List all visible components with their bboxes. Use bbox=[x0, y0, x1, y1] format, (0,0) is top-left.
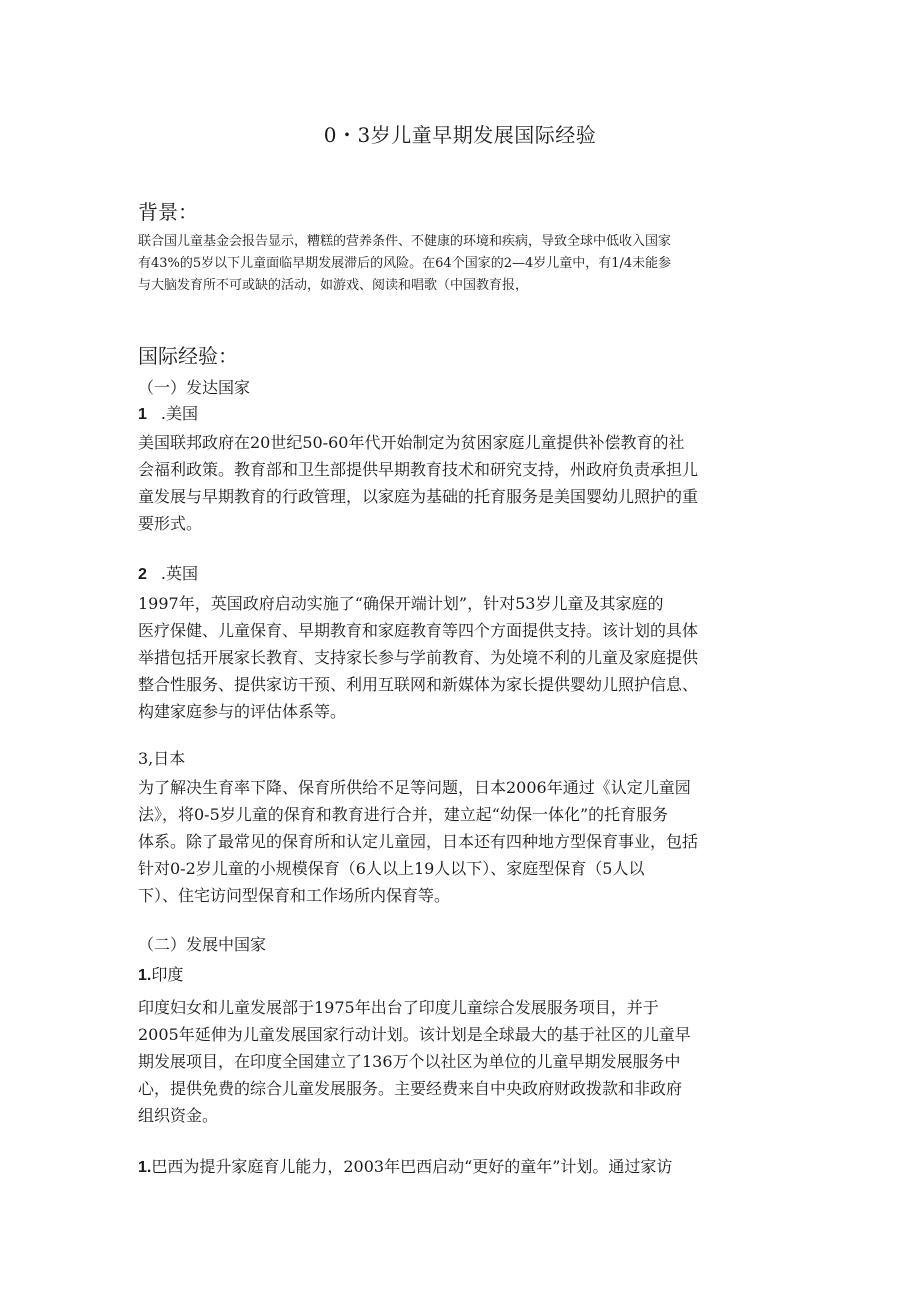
brazil-paragraph bbox=[138, 1153, 790, 1181]
usa-number: 1 bbox=[138, 406, 147, 423]
uk-title: .英国 bbox=[160, 564, 198, 583]
usa-paragraph bbox=[138, 429, 790, 537]
page-title: 0・3岁儿童早期发展国际经验 bbox=[323, 123, 597, 147]
background-line: 联合国儿童基金会报告显示，糟糕的营养条件、不健康的环境和疾病，导致全球中低收入国家 bbox=[138, 234, 672, 249]
japan-line: 下）、住宅访问型保育和工作场所内保育等。 bbox=[138, 886, 451, 905]
india-title: 印度 bbox=[151, 965, 184, 984]
uk-paragraph bbox=[138, 590, 790, 725]
japan-line: 体系。除了最常见的保育所和认定儿童园，日本还有四种地方型保育事业，包括 bbox=[138, 832, 699, 851]
india-paragraph bbox=[138, 994, 790, 1129]
brazil-number: 1. bbox=[138, 1159, 152, 1176]
uk-line: 举措包括开展家长教育、支持家长参与学前教育、为处境不利的儿童及家庭提供 bbox=[138, 648, 699, 667]
developing-countries-heading: （二）发展中国家 bbox=[138, 935, 267, 954]
brazil-line bbox=[138, 1153, 790, 1181]
uk-line: 医疗保健、儿童保育、早期教育和家庭教育等四个方面提供支持。该计划的具体 bbox=[138, 621, 699, 640]
india-heading bbox=[138, 962, 183, 985]
background-line: 与大脑发育所不可或缺的活动，如游戏、阅读和唱歌（中国教育报， bbox=[138, 278, 529, 293]
japan-paragraph bbox=[138, 774, 790, 909]
uk-line: 整合性服务、提供家访干预、利用互联网和新媒体为家长提供婴幼儿照护信息、 bbox=[138, 675, 699, 694]
usa-line: 会福利政策。教育部和卫生部提供早期教育技术和研究支持，州政府负责承担儿 bbox=[138, 460, 699, 479]
india-line: 心，提供免费的综合儿童发展服务。主要经费来自中央政府财政拨款和非政府 bbox=[138, 1079, 683, 1098]
japan-line: 为了解决生育率下降、保育所供给不足等问题，日本2006年通过《认定儿童园 bbox=[138, 778, 691, 797]
india-line: 组织资金。 bbox=[138, 1106, 219, 1125]
usa-line: 童发展与早期教育的行政管理，以家庭为基础的托育服务是美国婴幼儿照护的重 bbox=[138, 487, 699, 506]
usa-heading bbox=[138, 401, 198, 424]
background-heading: 背景： bbox=[138, 200, 198, 224]
background-line: 有43%的5岁以下儿童面临早期发展滞后的风险。在64个国家的2—4岁儿童中，有1/4未能参 bbox=[138, 256, 672, 271]
uk-line: 构建家庭参与的评估体系等。 bbox=[138, 702, 347, 721]
japan-heading: 3,日本 bbox=[138, 749, 186, 768]
brazil-text: 巴西为提升家庭育儿能力，2003年巴西启动“更好的童年”计划。通过家访 bbox=[151, 1157, 673, 1176]
india-line: 2005年延伸为儿童发展国家行动计划。该计划是全球最大的基于社区的儿童早 bbox=[138, 1025, 691, 1044]
uk-number: 2 bbox=[138, 566, 147, 583]
usa-line: 要形式。 bbox=[138, 514, 203, 533]
india-number: 1. bbox=[138, 967, 152, 984]
intl-heading: 国际经验： bbox=[138, 344, 238, 368]
india-line: 印度妇女和儿童发展部于1975年出台了印度儿童综合发展服务项目，并于 bbox=[138, 998, 659, 1017]
india-line: 期发展项目，在印度全国建立了136万个以社区为单位的儿童早期发展服务中 bbox=[138, 1052, 681, 1071]
japan-line: 针对0-2岁儿童的小规模保育（6人以上19人以下）、家庭型保育（5人以 bbox=[138, 859, 645, 878]
usa-title: .美国 bbox=[160, 404, 198, 423]
background-paragraph bbox=[138, 231, 788, 297]
uk-line: 1997年，英国政府启动实施了“确保开端计划”，针对53岁儿童及其家庭的 bbox=[138, 594, 664, 613]
developed-countries-heading: （一）发达国家 bbox=[138, 378, 251, 397]
usa-line: 美国联邦政府在20世纪50-60年代开始制定为贫困家庭儿童提供补偿教育的社 bbox=[138, 433, 685, 452]
japan-line: 法》，将0-5岁儿童的保育和教育进行合并，建立起“幼保一体化”的托育服务 bbox=[138, 805, 669, 824]
uk-heading bbox=[138, 561, 198, 584]
